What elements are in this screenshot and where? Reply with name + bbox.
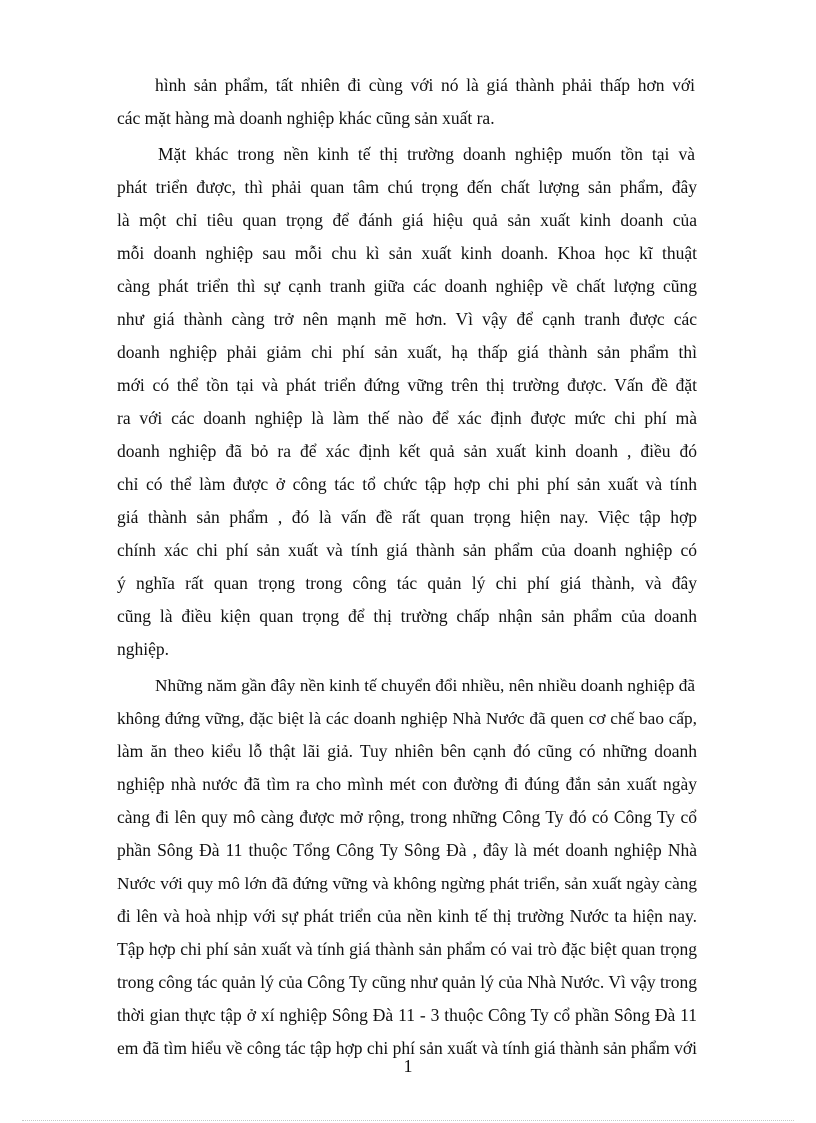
text-line: Mặt khác trong nền kinh tế thị trường doanh nghiệp muốn tồn tại và	[158, 144, 695, 164]
text-line: mỗi doanh nghiệp sau mỗi chu kì sản xuất kinh doanh. Khoa học kĩ thuật	[117, 243, 697, 263]
text-line: thời gian thực tập ở xí nghiệp Sông Đà 11 - 3 thuộc Công Ty cổ phần Sông Đà 11	[117, 1005, 697, 1025]
page-number: 1	[403, 1056, 413, 1076]
text-line: phát triển được, thì phải quan tâm chú trọng đến chất lượng sản phẩm, đây	[117, 177, 697, 197]
text-line: Những năm gần đây nền kinh tế chuyển đổi nhiều, nên nhiều doanh nghiệp đã	[155, 676, 695, 695]
text-line: không đứng vững, đặc biệt là các doanh nghiệp Nhà Nước đã quen cơ chế bao cấp,	[117, 709, 697, 728]
text-line: em đã tìm hiểu về công tác tập hợp chi phí sản xuất và tính giá thành sản phẩm với	[117, 1038, 697, 1058]
text-line: càng đi lên quy mô càng được mở rộng, trong những Công Ty đó có Công Ty cổ	[117, 807, 697, 827]
text-line: nghiệp nhà nước đã tìm ra cho mình mét con đường đi đúng đắn sản xuất ngày	[117, 774, 697, 794]
text-line: doanh nghiệp phải giảm chi phí sản xuất, hạ thấp giá thành sản phẩm thì	[117, 342, 697, 362]
text-line: làm ăn theo kiểu lỗ thật lãi giả. Tuy nhiên bên cạnh đó cũng có những doanh	[117, 741, 697, 761]
text-line: như giá thành càng trở nên mạnh mẽ hơn. Vì vậy để cạnh tranh được các	[117, 309, 697, 329]
text-line: ý nghĩa rất quan trọng trong công tác quản lý chi phí giá thành, và đây	[117, 573, 697, 593]
text-line: Nước với quy mô lớn đã đứng vững và không ngừng phát triển, sản xuất ngày càng	[117, 874, 697, 893]
text-line: chỉ có thể làm được ở công tác tổ chức tập hợp chi phi phí sản xuất và tính	[117, 474, 697, 494]
text-line: đi lên và hoà nhịp với sự phát triển của nền kinh tế thị trường Nước ta hiện nay.	[117, 906, 697, 926]
text-line: chính xác chi phí sản xuất và tính giá thành sản phẩm của doanh nghiệp có	[117, 540, 697, 560]
text-line: nghiệp.	[117, 639, 170, 659]
page-bottom-divider	[22, 1120, 794, 1121]
text-line: ra với các doanh nghiệp là làm thế nào để xác định được mức chi phí mà	[117, 408, 697, 428]
text-line: càng phát triển thì sự cạnh tranh giữa các doanh nghiệp về chất lượng cũng	[117, 276, 697, 296]
text-line: hình sản phẩm, tất nhiên đi cùng với nó là giá thành phải thấp hơn với	[155, 75, 695, 95]
text-line: mới có thể tồn tại và phát triển đứng vững trên thị trường được. Vấn đề đặt	[117, 375, 697, 395]
text-line: phần Sông Đà 11 thuộc Tổng Công Ty Sông Đà , đây là mét doanh nghiệp Nhà	[117, 840, 697, 860]
text-line: trong công tác quản lý của Công Ty cũng như quản lý của Nhà Nước. Vì vậy trong	[117, 972, 697, 992]
text-line: cũng là điều kiện quan trọng để thị trường chấp nhận sản phẩm của doanh	[117, 606, 697, 626]
text-line: giá thành sản phẩm , đó là vấn đề rất quan trọng hiện nay. Việc tập hợp	[117, 507, 697, 527]
text-line: các mặt hàng mà doanh nghiệp khác cũng sản xuất ra.	[117, 108, 495, 128]
text-line: Tập hợp chi phí sản xuất và tính giá thành sản phẩm có vai trò đặc biệt quan trọng	[117, 939, 697, 959]
text-line: là một chỉ tiêu quan trọng để đánh giá hiệu quả sản xuất kinh doanh của	[117, 210, 697, 230]
text-line: doanh nghiệp đã bỏ ra để xác định kết quả sản xuất kinh doanh , điều đó	[117, 441, 697, 461]
